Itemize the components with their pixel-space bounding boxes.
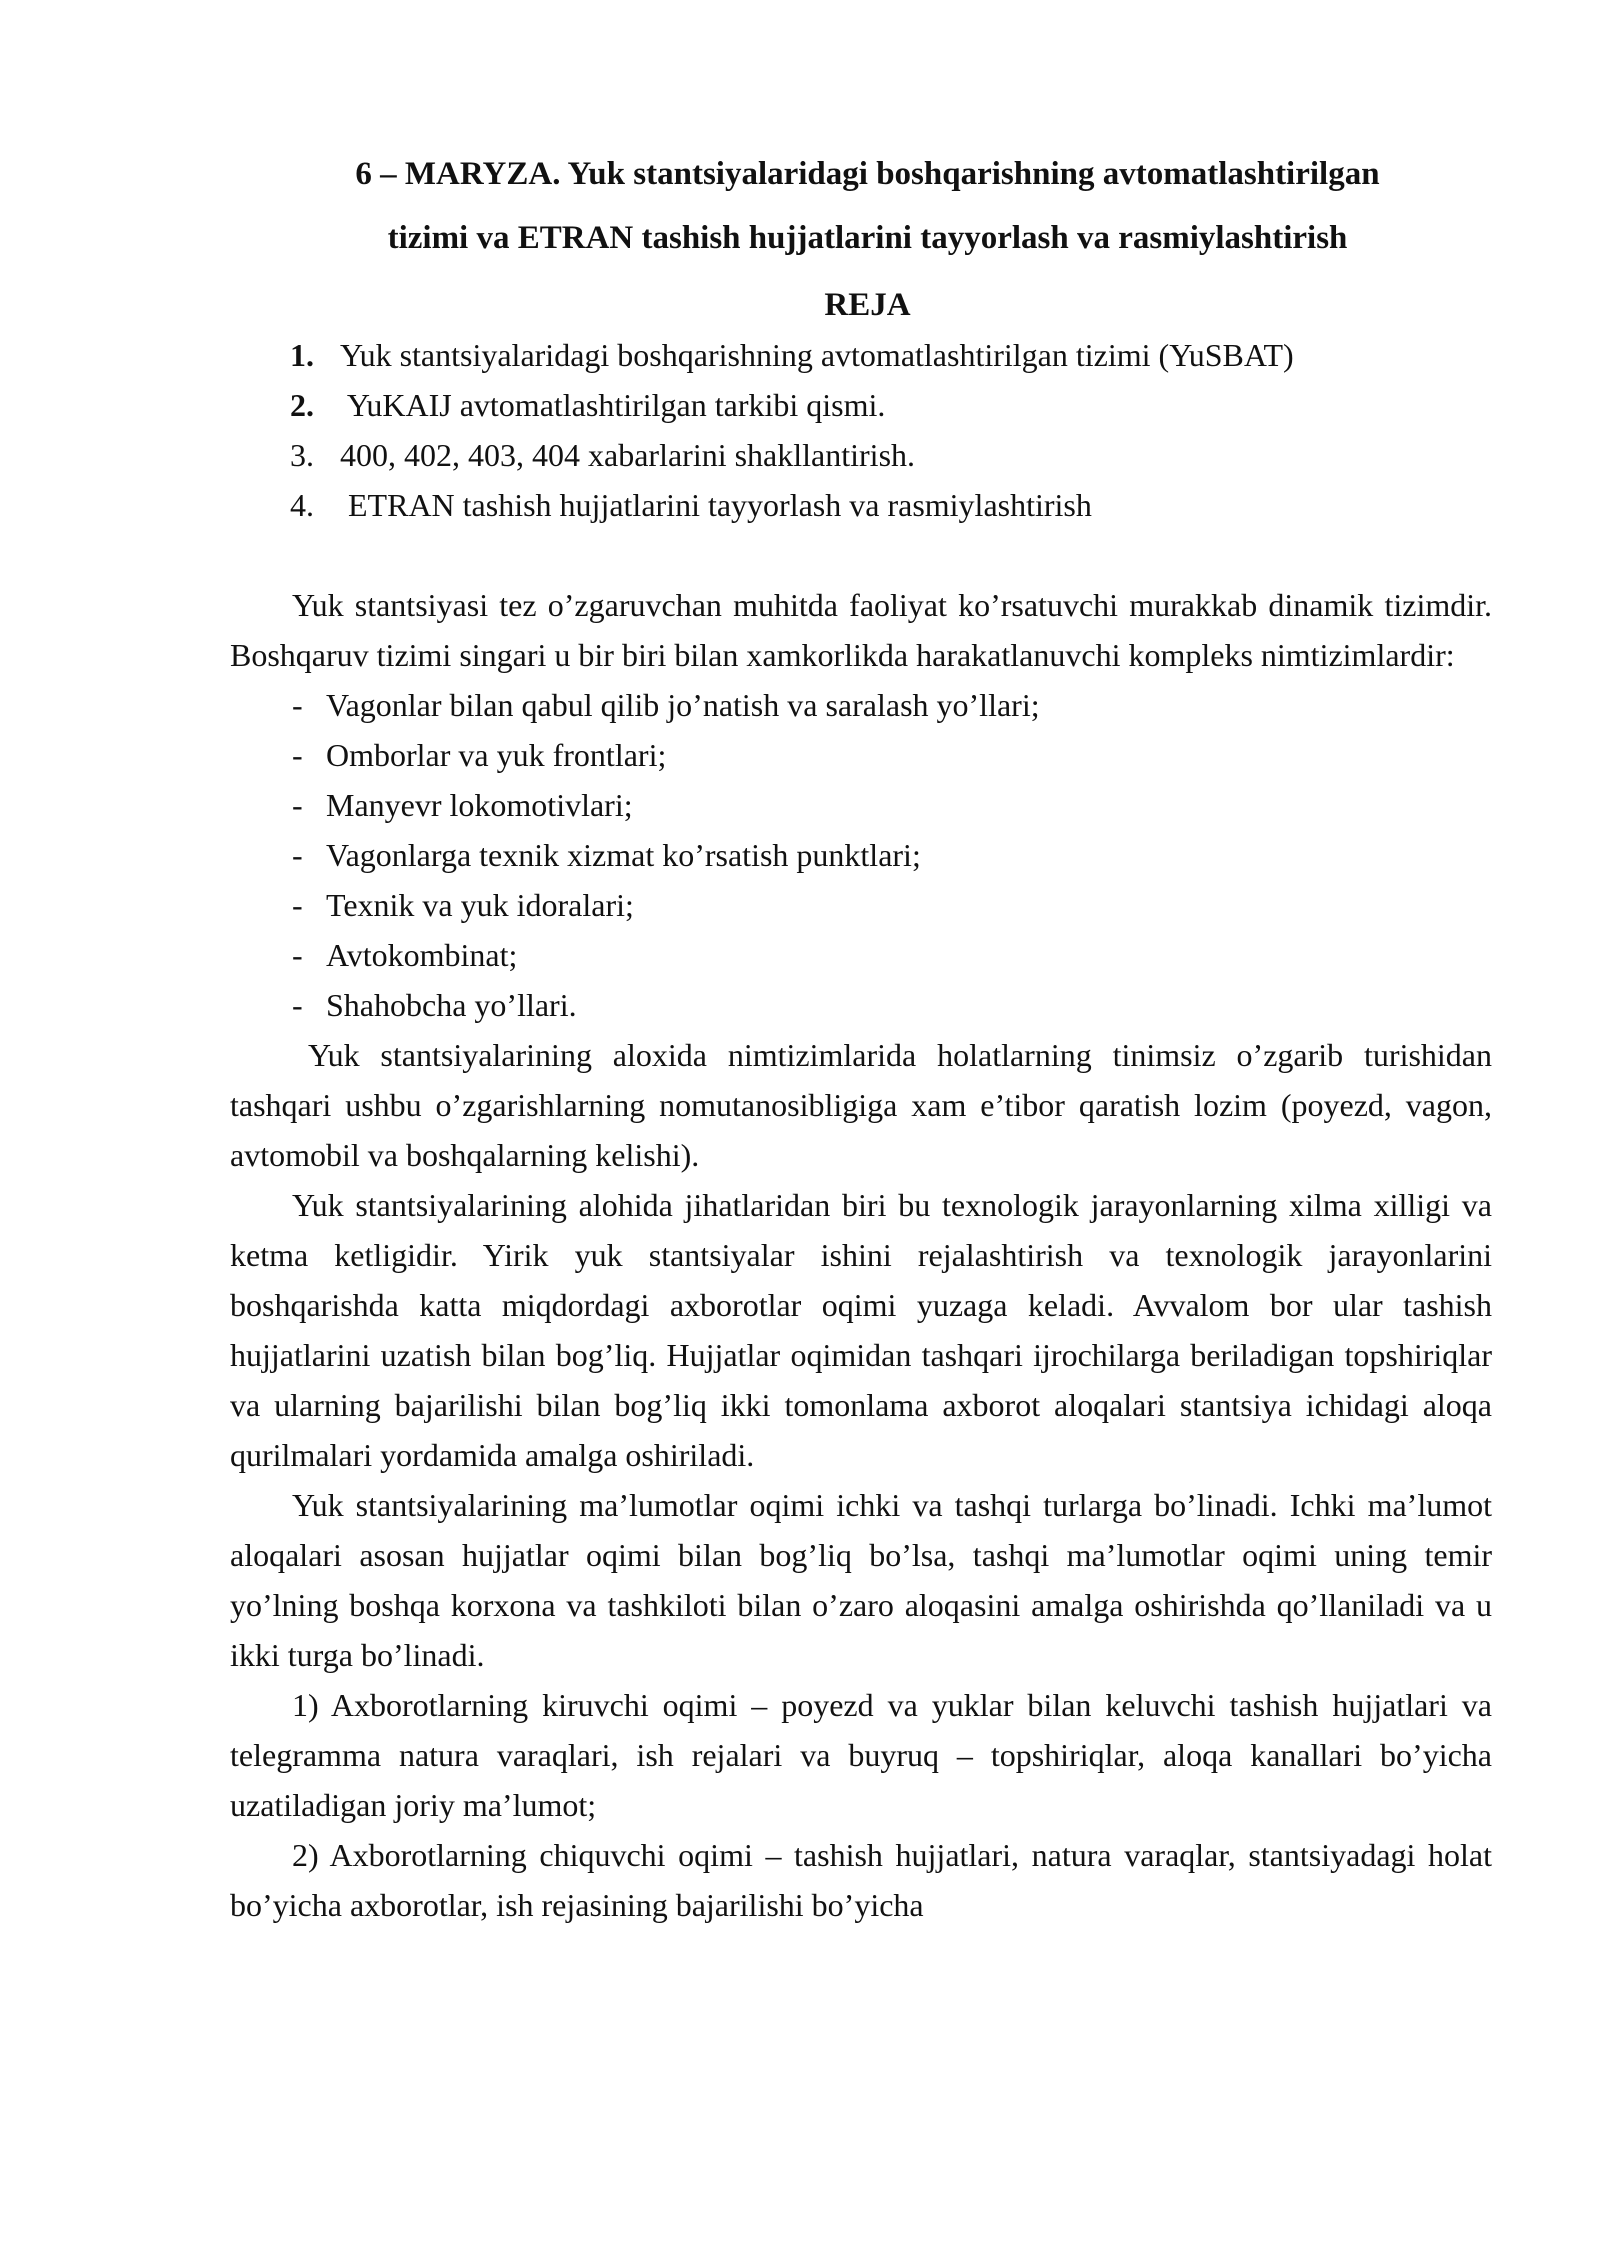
subsystem-item: - Omborlar va yuk frontlari;: [292, 737, 667, 773]
plan-item: [290, 380, 1520, 430]
plan-heading: REJA: [824, 287, 911, 323]
subsystem-item: - Manyevr lokomotivlari;: [292, 787, 633, 823]
paragraph-2: Yuk stantsiyalarining alohida jihatlaridan biri bu texnologik jarayonlarning xilma xilligi va ketma ketligidir. Yirik yuk stantsiyalar ishini rejalashtirish va texnologik jarayonlarini boshqarishda katta miqdordagi axborotlar oqimi yuzaga keladi. Avvalom bor ular tashish hujjatlarini uzatish bilan bog’liq. Hujjatlar oqimidan tashqari ijrochilarga beriladigan topshiriqlar va ularning bajarilishi bilan bog’liq ikki tomonlama axborot aloqalari stantsiya ichidagi aloqa qurilmalari yordamida amalga oshiriladi.: [230, 1187, 1492, 1473]
subsystem-item: - Avtokombinat;: [292, 937, 518, 973]
page-title: [230, 142, 1505, 270]
plan-item-number: 3.: [290, 437, 314, 473]
plan-item: [290, 430, 1520, 480]
subsystem-item: - Vagonlar bilan qabul qilib jo’natish va saralash yo’llari;: [292, 687, 1040, 723]
paragraph-1: Yuk stantsiyalarining aloxida nimtizimlarida holatlarning tinimsiz o’zgarib turishidan tashqari ushbu o’zgarishlarning nomutanosibligiga xam e’tibor qaratish lozim (poyezd, vagon, avtomobil va boshqalarning kelishi).: [230, 1037, 1492, 1173]
paragraph-4: 1) Axborotlarning kiruvchi oqimi – poyezd va yuklar bilan keluvchi tashish hujjatlari va telegramma natura varaqlari, ish rejalari va buyruq – topshiriqlar, aloqa kanallari bo’yicha uzatiladigan joriy ma’lumot;: [230, 1687, 1492, 1823]
plan-item: [290, 330, 1520, 380]
paragraph-3: Yuk stantsiyalarining ma’lumotlar oqimi ichki va tashqi turlarga bo’linadi. Ichki ma’lumot aloqalari asosan hujjatlar oqimi bilan bog’liq bo’lsa, tashqi ma’lumotlar oqimi uning temir yo’lning boshqa korxona va tashkiloti bilan o’zaro aloqasini amalga oshirishda qo’llaniladi va u ikki turga bo’linadi.: [230, 1487, 1492, 1673]
plan-item-text: 400, 402, 403, 404 xabarlarini shakllantirish.: [340, 437, 916, 473]
subsystem-item: - Texnik va yuk idoralari;: [292, 887, 634, 923]
body-text: [230, 580, 1492, 1930]
paragraph-5: 2) Axborotlarning chiquvchi oqimi – tashish hujjatlari, natura varaqlar, stantsiyadagi holat bo’yicha axborotlar, ish rejasining bajarilishi bo’yicha: [230, 1837, 1492, 1923]
subsystem-list: [230, 680, 1492, 1030]
subsystem-item: - Vagonlarga texnik xizmat ko’rsatish punktlari;: [292, 837, 921, 873]
plan-item-text: YuKAIJ avtomatlashtirilgan tarkibi qismi.: [340, 387, 886, 423]
plan-item-number: 1.: [290, 337, 314, 373]
title-line-2: tizimi va ETRAN tashish hujjatlarini tayyorlash va rasmiylashtirish: [387, 220, 1348, 256]
subsystem-item: - Shahobcha yo’llari.: [292, 987, 577, 1023]
plan-list: [290, 330, 1520, 530]
plan-item-text: Yuk stantsiyalaridagi boshqarishning avtomatlashtirilgan tizimi (YuSBAT): [340, 337, 1294, 373]
plan-item-number: 2.: [290, 387, 314, 423]
intro-paragraph: Yuk stantsiyasi tez o’zgaruvchan muhitda faoliyat ko’rsatuvchi murakkab dinamik tizimdir. Boshqaruv tizimi singari u bir biri bilan xamkorlikda harakatlanuvchi kompleks nimtizimlardir:: [230, 587, 1492, 673]
plan-item: [290, 480, 1520, 530]
plan-item-text: ETRAN tashish hujjatlarini tayyorlash va rasmiylashtirish: [340, 487, 1092, 523]
plan-item-number: 4.: [290, 487, 314, 523]
title-line-1: 6 – MARYZA. Yuk stantsiyalaridagi boshqarishning avtomatlashtirilgan: [355, 156, 1380, 192]
